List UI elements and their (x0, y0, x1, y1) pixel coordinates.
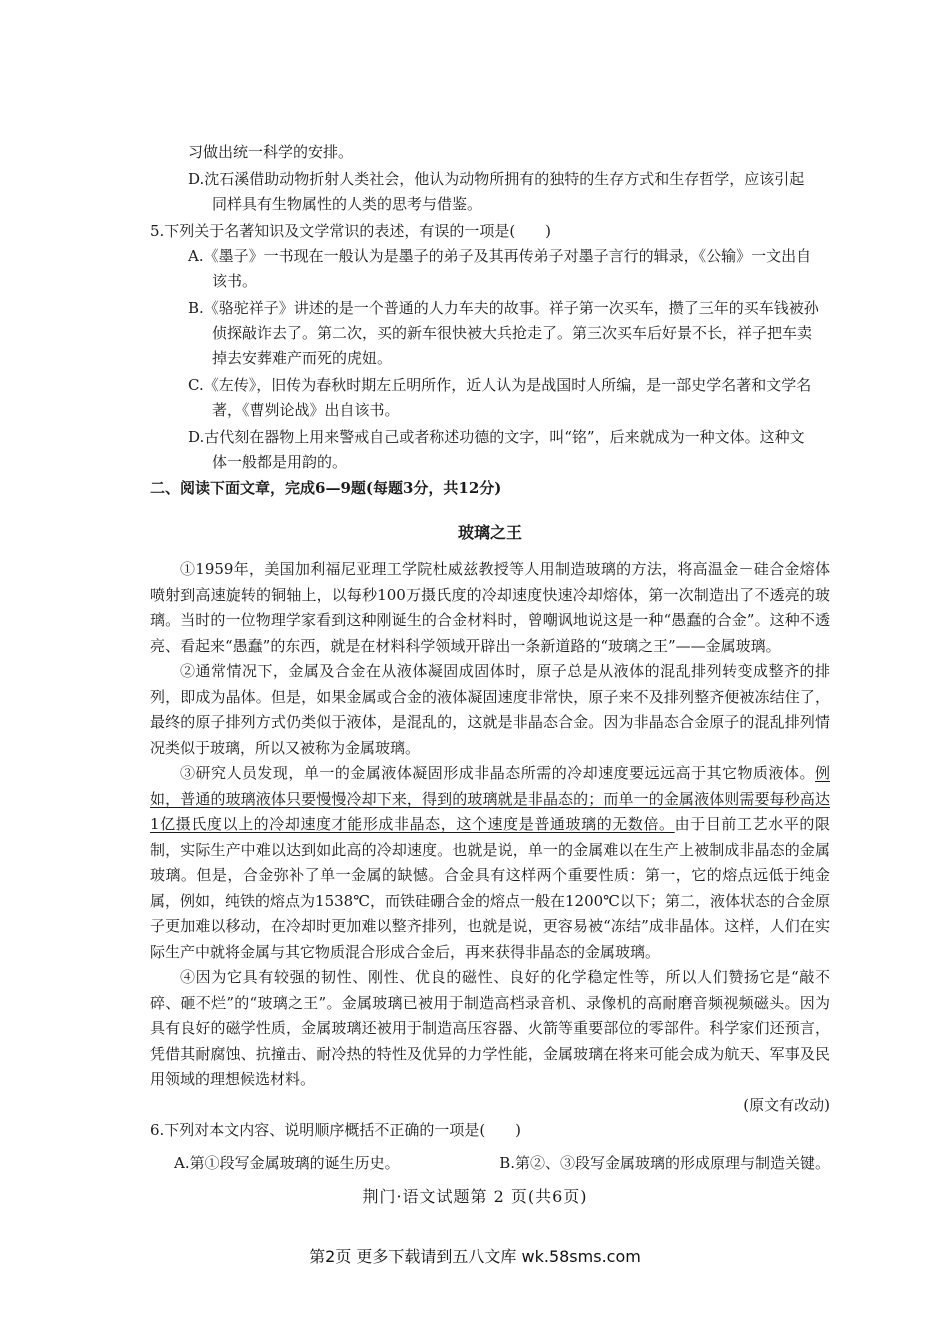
q4-option-d-line2: 同样具有生物属性的人类的思考与借鉴。 (212, 195, 483, 213)
article-paragraph-3 (150, 761, 830, 965)
q6-option-a: A.第①段写金属玻璃的诞生历史。 (174, 1154, 400, 1172)
q5-option-a-line1: A.《墨子》一书现在一般认为是墨子的弟子及其再传弟子对墨子言行的辑录，《公输》一文出自 (188, 247, 812, 265)
paragraph-3-rest: 由于目前工艺水平的限制，实际生产中难以达到如此高的冷却速度。也就是说，单一的金属难以在生产上被制成非晶态的金属玻璃。但是，合金弥补了单一金属的缺憾。合金具有这样两个重要性质：第一，它的熔点远低于纯金属，例如，纯铁的熔点为1538℃，而铁硅硼合金的熔点一般在1200℃以下；第二，液体状态的合金原子更加难以移动，在冷却时更加难以整齐排列，也就是说，更容易被“冻结”成非晶体。这样，人们在实际生产中就将金属与其它物质混合形成合金后，再来获得非晶态的金属玻璃。 (150, 815, 830, 961)
q4-option-c-tail: 习做出统一科学的安排。 (188, 143, 354, 161)
q5-stem: 5.下列关于名著知识及文学常识的表述，有误的一项是( ) (150, 222, 552, 240)
source-note-row (150, 1093, 830, 1119)
download-watermark: 第2页 更多下载请到五八文库 wk.58sms.com (309, 1247, 641, 1266)
q5-option-c-line1: C.《左传》，旧传为春秋时期左丘明所作，近人认为是战国时人所编，是一部史学名著和文学名 (188, 376, 812, 394)
article-paragraph-2: ②通常情况下，金属及合金在从液体凝固成固体时，原子总是从液体的混乱排列转变成整齐的排列，即成为晶体。但是，如果金属或合金的液体凝固速度非常快，原子来不及排列整齐便被冻结住了，最终的原子排列方式仍类似于液体，是混乱的，这就是非晶态合金。因为非晶态合金原子的混乱排列情况类似于玻璃，所以又被称为金属玻璃。 (150, 662, 830, 757)
section-heading: 二、阅读下面文章，完成6—9题(每题3分，共12分) (150, 479, 502, 497)
q6-options (150, 1149, 830, 1177)
q5-option-b-line2: 侦探敲诈去了。第二次，买的新车很快被大兵抢走了。第三次买车后好景不长，祥子把车卖 (212, 324, 813, 342)
article-title: 玻璃之王 (457, 523, 522, 542)
q6-option-b: B.第②、③段写金属玻璃的形成原理与制造关键。 (499, 1154, 830, 1172)
article-paragraph-1: ①1959年，美国加利福尼亚理工学院杜威兹教授等人用制造玻璃的方法，将高温金－硅合金熔体喷射到高速旋转的铜轴上，以每秒100万摄氏度的冷却速度快速冷却熔体，第一次制造出了不透亮的玻璃。当时的一位物理学家看到这种刚诞生的合金材料时，曾嘲讽地说这是一种“愚蠢的合金”。这种不透亮、看起来“愚蠢”的东西，就是在材料科学领域开辟出一条新道路的“玻璃之王”——金属玻璃。 (150, 560, 830, 655)
q5-option-d-line1: D.古代刻在器物上用来警戒自己或者称述功德的文字，叫“铭”，后来就成为一种文体。这种文 (188, 428, 805, 446)
q5-option-c-line2: 著，《曹刿论战》出自该书。 (212, 401, 400, 419)
page-footer: 荆门·语文试题第 2 页(共6页) (362, 1187, 588, 1206)
page-content (150, 140, 830, 1177)
q5-option-a-line2: 该书。 (212, 272, 258, 290)
source-note: (原文有改动) (743, 1095, 830, 1114)
q5-option-b-line3: 掉去安葬难产而死的虎妞。 (212, 349, 393, 367)
q4-option-d-line1: D.沈石溪借助动物折射人类社会，他认为动物所拥有的独特的生存方式和生存哲学，应该引起 (188, 170, 805, 188)
q5-option-b-line1: B.《骆驼祥子》讲述的是一个普通的人力车夫的故事。祥子第一次买车，攒了三年的买车钱被孙 (188, 299, 819, 317)
q6-stem: 6.下列对本文内容、说明顺序概括不正确的一项是( ) (150, 1121, 522, 1139)
q5-option-d-line2: 体一般都是用韵的。 (212, 453, 348, 471)
paragraph-3-intro: ③研究人员发现，单一的金属液体凝固形成非晶态所需的冷却速度要远远高于其它物质液体。 (180, 764, 815, 782)
article-paragraph-4: ④因为它具有较强的韧性、刚性、优良的磁性、良好的化学稳定性等，所以人们赞扬它是“敲不碎、砸不烂”的“玻璃之王”。金属玻璃已被用于制造高档录音机、录像机的高耐磨音频视频磁头。因为具有良好的磁学性质，金属玻璃还被用于制造高压容器、火箭等重要部位的零部件。科学家们还预言，凭借其耐腐蚀、抗撞击、耐冷热的特性及优异的力学性能，金属玻璃在将来可能会成为航天、军事及民用领域的理想候选材料。 (150, 968, 830, 1088)
paragraph-3-underlined-sentence: 例如，普通的玻璃液体只要慢慢冷却下来，得到的玻璃就是非晶态的；而单一的金属液体则需要每秒高达1亿摄氏度以上的冷却速度才能形成非晶态，这个速度是普通玻璃的无数倍。 (150, 764, 830, 833)
